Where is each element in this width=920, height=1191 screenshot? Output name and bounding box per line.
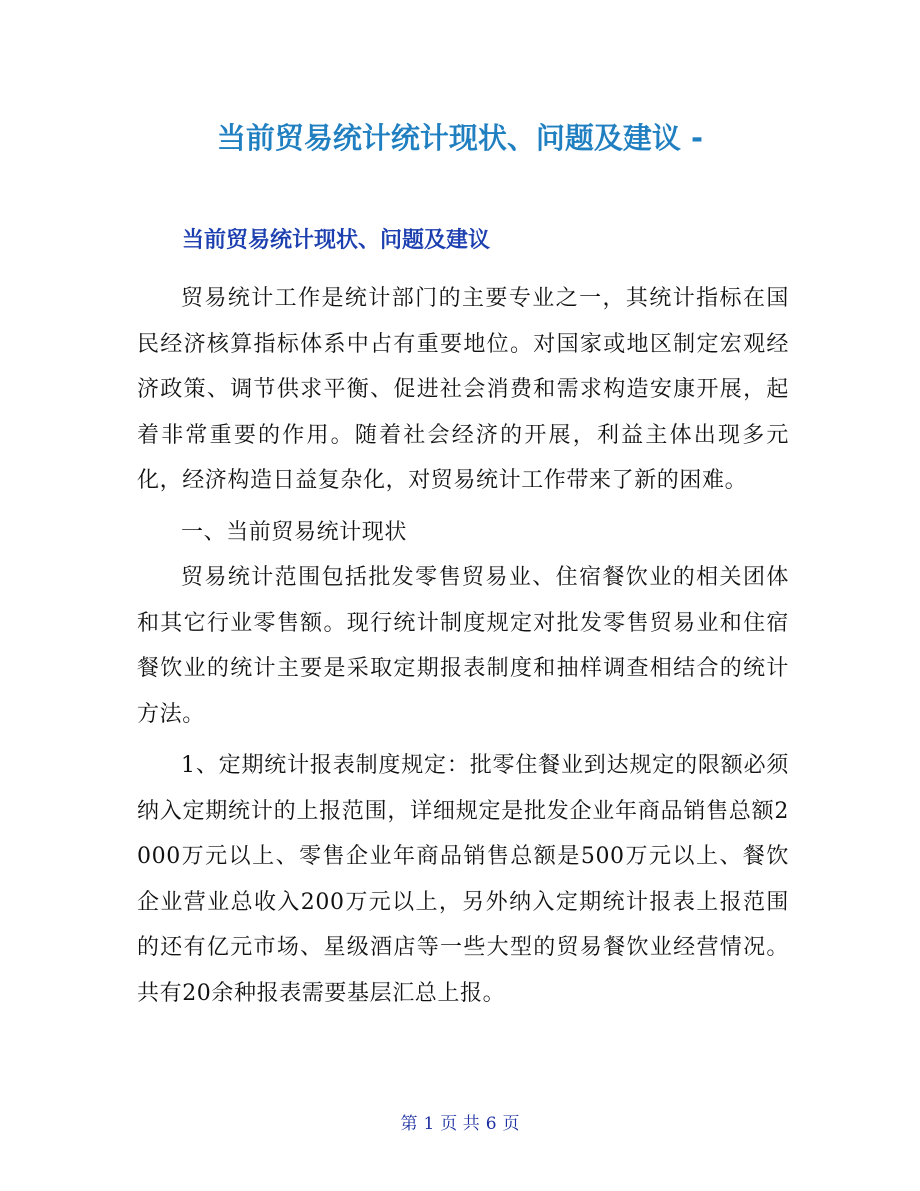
paragraph-scope: 贸易统计范围包括批发零售贸易业、住宿餐饮业的相关团体和其它行业零售额。现行统计制度规定对批发零售贸易业和住宿餐饮业的统计主要是采取定期报表制度和抽样调查相结合的统计方法。 xyxy=(137,565,789,727)
footer-current-page: 1 xyxy=(423,1114,435,1134)
document-body xyxy=(137,276,789,1016)
section-heading-current-status: 一、当前贸易统计现状 xyxy=(181,519,408,545)
footer-total-pages: 6 xyxy=(485,1114,497,1134)
article-subtitle: 当前贸易统计现状、问题及建议 xyxy=(182,228,491,253)
paragraph-reporting-rules: 1、定期统计报表制度规定：批零住餐业到达规定的限额必须纳入定期统计的上报范围，详细规定是批发企业年商品销售总额2000万元以上、零售企业年商品销售总额是500万元以上、餐饮企业营业总收入200万元以上，另外纳入定期统计报表上报范围的还有亿元市场、星级酒店等一些大型的贸易餐饮业经营情况。共有20余种报表需要基层汇总上报。 xyxy=(137,753,789,1006)
document-title: 当前贸易统计统计现状、问题及建议 - xyxy=(216,121,704,155)
page-footer xyxy=(0,1112,920,1136)
footer-label-end: 页 xyxy=(502,1114,520,1134)
footer-label-page: 第 xyxy=(400,1114,418,1134)
footer-label-of: 页 共 xyxy=(440,1114,480,1134)
paragraph-intro: 贸易统计工作是统计部门的主要专业之一，其统计指标在国民经济核算指标体系中占有重要地位。对国家或地区制定宏观经济政策、调节供求平衡、促进社会消费和需求构造安康开展，起着非常重要的作用。随着社会经济的开展，利益主体出现多元化，经济构造日益复杂化，对贸易统计工作带来了新的困难。 xyxy=(137,286,789,493)
